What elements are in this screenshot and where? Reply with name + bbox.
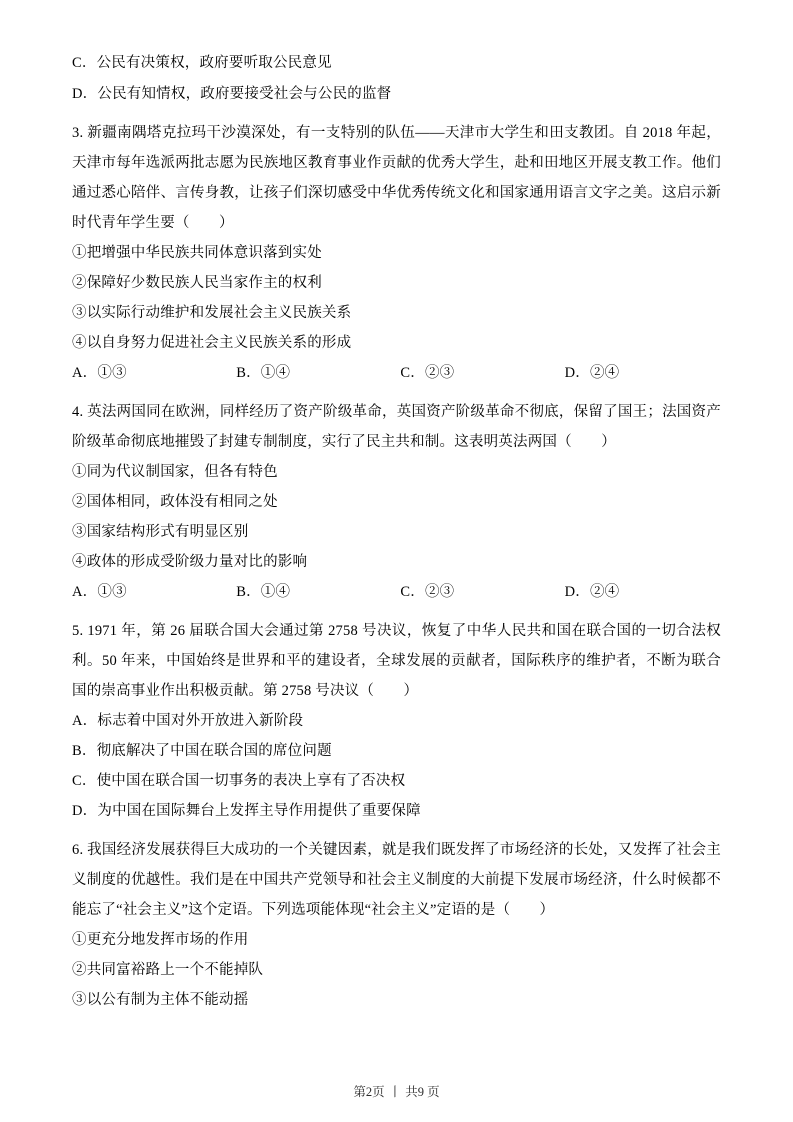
question-5 <box>72 616 721 826</box>
question-4-item-2: ②国体相同，政体没有相同之处 <box>72 494 278 510</box>
footer-separator: 丨 <box>388 1085 402 1099</box>
question-4-item-4: ④政体的形成受阶级力量对比的影响 <box>72 554 308 570</box>
question-3-choice-d[interactable]: D．②④ <box>564 365 620 381</box>
question-5-choice-c[interactable]: C．使中国在联合国一切事务的表决上享有了否决权 <box>72 773 406 789</box>
question-3-item-1: ①把增强中华民族共同体意识落到实处 <box>72 245 322 261</box>
question-5-choice-b[interactable]: B．彻底解决了中国在联合国的席位问题 <box>72 743 332 759</box>
question-3 <box>72 118 721 388</box>
question-6-item-3: ③以公有制为主体不能动摇 <box>72 992 249 1008</box>
question-5-choice-a[interactable]: A．标志着中国对外开放进入新阶段 <box>72 713 304 729</box>
question-4-choice-a[interactable]: A．①③ <box>72 584 127 600</box>
question-3-choice-a[interactable]: A．①③ <box>72 365 127 381</box>
question-4-choices <box>72 577 721 607</box>
question-4-choice-d[interactable]: D．②④ <box>564 584 620 600</box>
question-5-choice-d[interactable]: D．为中国在国际舞台上发挥主导作用提供了重要保障 <box>72 803 421 819</box>
question-3-stem: 3. 新疆南隅塔克拉玛干沙漠深处，有一支特别的队伍——天津市大学生和田支教团。自 2018 年起，天津市每年选派两批志愿为民族地区教育事业作贡献的优秀大学生，赴和田地区开展支教工作。他们通过悉心陪伴、言传身教，让孩子们深切感受中华优秀传统文化和国家通用语言文字之美。这启示新时代青年学生要（ ） <box>72 125 721 231</box>
page-footer <box>0 1082 793 1100</box>
question-6 <box>72 835 721 1015</box>
question-3-choices <box>72 358 721 388</box>
question-6-item-1: ①更充分地发挥市场的作用 <box>72 932 249 948</box>
option-d-top: D．公民有知情权，政府要接受社会与公民的监督 <box>72 86 392 102</box>
question-4-item-1: ①同为代议制国家，但各有特色 <box>72 464 278 480</box>
question-3-item-4: ④以自身努力促进社会主义民族关系的形成 <box>72 335 352 351</box>
question-3-choice-b[interactable]: B．①④ <box>236 365 291 381</box>
question-3-choice-c[interactable]: C．②③ <box>400 365 455 381</box>
question-6-item-2: ②共同富裕路上一个不能掉队 <box>72 962 264 978</box>
footer-total: 共9 页 <box>405 1085 440 1099</box>
question-4-choice-b[interactable]: B．①④ <box>236 584 291 600</box>
question-3-item-3: ③以实际行动维护和发展社会主义民族关系 <box>72 305 352 321</box>
option-c-top: C．公民有决策权，政府要听取公民意见 <box>72 55 332 71</box>
footer-page-label: 第 <box>353 1085 366 1099</box>
question-5-stem: 5. 1971 年，第 26 届联合国大会通过第 2758 号决议，恢复了中华人民共和国在联合国的一切合法权利。50 年来，中国始终是世界和平的建设者，全球发展的贡献者，国际秩序的维护者，不断为联合国的崇高事业作出积极贡献。第 2758 号决议（ ） <box>72 623 721 699</box>
question-6-stem: 6. 我国经济发展获得巨大成功的一个关键因素，就是我们既发挥了市场经济的长处，又发挥了社会主义制度的优越性。我们是在中国共产党领导和社会主义制度的大前提下发展市场经济，什么时候都不能忘了“社会主义”这个定语。下列选项能体现“社会主义”定语的是（ ） <box>72 842 721 918</box>
footer-page-number: 2 <box>365 1085 373 1099</box>
question-4-stem: 4. 英法两国同在欧洲，同样经历了资产阶级革命，英国资产阶级革命不彻底，保留了国王；法国资产阶级革命彻底地摧毁了封建专制制度，实行了民主共和制。这表明英法两国（ ） <box>72 404 721 450</box>
question-4-item-3: ③国家结构形式有明显区别 <box>72 524 249 540</box>
question-4-choice-c[interactable]: C．②③ <box>400 584 455 600</box>
footer-page-unit: 页 <box>372 1085 385 1099</box>
question-4 <box>72 397 721 607</box>
question-3-item-2: ②保障好少数民族人民当家作主的权利 <box>72 275 322 291</box>
